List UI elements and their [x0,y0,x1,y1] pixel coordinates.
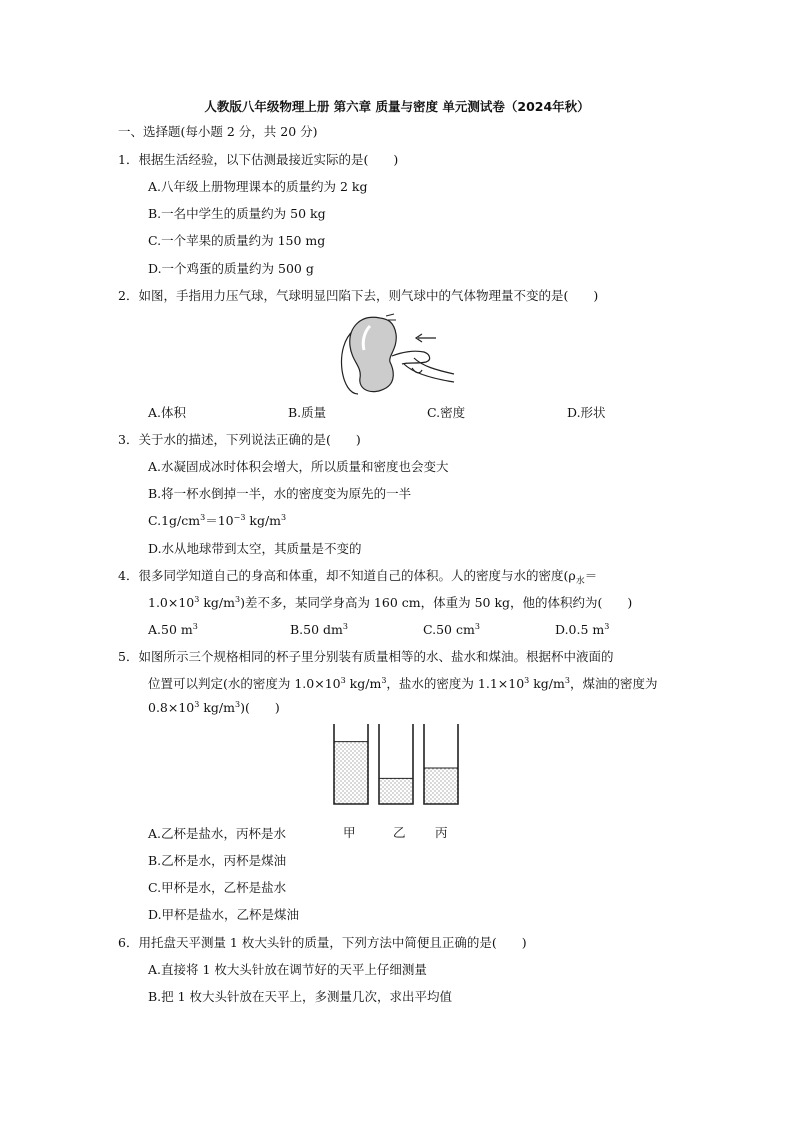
cup-yi-liquid [379,778,413,804]
cup-label-yi: 乙 [393,825,406,840]
question-2-option-b: B.质量 [288,405,327,420]
question-5-option-d: D.甲杯是盐水，乙杯是煤油 [148,907,300,922]
question-3-option-d: D.水从地球带到太空，其质量是不变的 [148,541,362,556]
question-1-option-a: A.八年级上册物理课本的质量约为 2 kg [148,179,368,194]
question-5-option-a: A.乙杯是盐水，丙杯是水 [148,826,287,841]
question-6-option-a: A.直接将 1 枚大头针放在调节好的天平上仔细测量 [148,962,427,977]
question-2-option-c: C.密度 [427,405,466,420]
question-4-option-b: B.50 $dm^3$ [290,621,348,637]
question-6-stem: 6．用托盘天平测量 1 枚大头针的质量，下列方法中简便且正确的是( ) [118,935,527,950]
question-5-stem-line-1: 5．如图所示三个规格相同的杯子里分别装有质量相等的水、盐水和煤油。根据杯中液面的 [118,649,614,664]
question-4-option-d: D.0.5 $m^3$ [555,621,610,637]
balloon-figure [332,312,462,396]
question-2-stem: 2．如图，手指用力压气球，气球明显凹陷下去，则气球中的气体物理量不变的是( ) [118,288,599,303]
question-4-stem-line-1: 4．很多同学知道自己的身高和体重，却不知道自己的体积。人的密度与水的密度($\rho_水=$ [118,568,598,587]
question-5-option-c: C.甲杯是水，乙杯是盐水 [148,880,287,895]
cup-label-bing: 丙 [435,825,448,840]
cup-jia-liquid [334,742,368,804]
question-3-option-a: A.水凝固成冰时体积会增大，所以质量和密度也会变大 [148,459,449,474]
section-heading: 一、选择题(每小题 2 分，共 20 分) [118,124,318,139]
question-6-option-b: B.把 1 枚大头针放在天平上，多测量几次，求出平均值 [148,989,453,1004]
question-1-stem: 1．根据生活经验，以下估测最接近实际的是( ) [118,152,399,167]
question-5-stem-line-3: $0.8\times 10^3$ $kg/m^3$)( ) [148,699,280,715]
question-3-option-c: $C.1g/cm^3=10^{-3}$ $kg/m^3$ [148,512,287,528]
question-2-option-a: A.体积 [148,405,187,420]
finger-outline [392,351,430,364]
question-4-stem-line-2: $1.0\times 10^3$ $kg/m^3$)差不多，某同学身高为 160 cm，体重为 50 kg，他的体积约为( ) [148,594,633,610]
cup-label-jia: 甲 [343,825,356,840]
question-4-option-c: C.50 $cm^3$ [423,621,480,637]
question-1-option-c: C.一个苹果的质量约为 150 mg [148,233,326,248]
question-5-stem-line-2: 位置可以判定(水的密度为 $1.0\times 10^3$ $kg/m^3$，盐水的密度为 $1.1\times 10^3$ $kg/m^3$，煤油的密度为 [148,675,658,691]
question-3-stem: 3．关于水的描述，下列说法正确的是( ) [118,432,361,447]
three-cups-figure [326,722,466,822]
balloon-shape [350,317,396,391]
page-title: 人教版八年级物理上册 第六章 质量与密度 单元测试卷（2024年秋） [204,99,590,114]
question-5-option-b: B.乙杯是水，丙杯是煤油 [148,853,287,868]
question-4-option-a: A.50 $m^3$ [148,621,198,637]
question-1-option-d: D.一个鸡蛋的质量约为 500 g [148,261,314,276]
question-3-option-b: B.将一杯水倒掉一半，水的密度变为原先的一半 [148,486,412,501]
question-1-option-b: B.一名中学生的质量约为 50 kg [148,206,326,221]
cup-bing-liquid [424,768,458,804]
question-2-option-d: D.形状 [567,405,606,420]
